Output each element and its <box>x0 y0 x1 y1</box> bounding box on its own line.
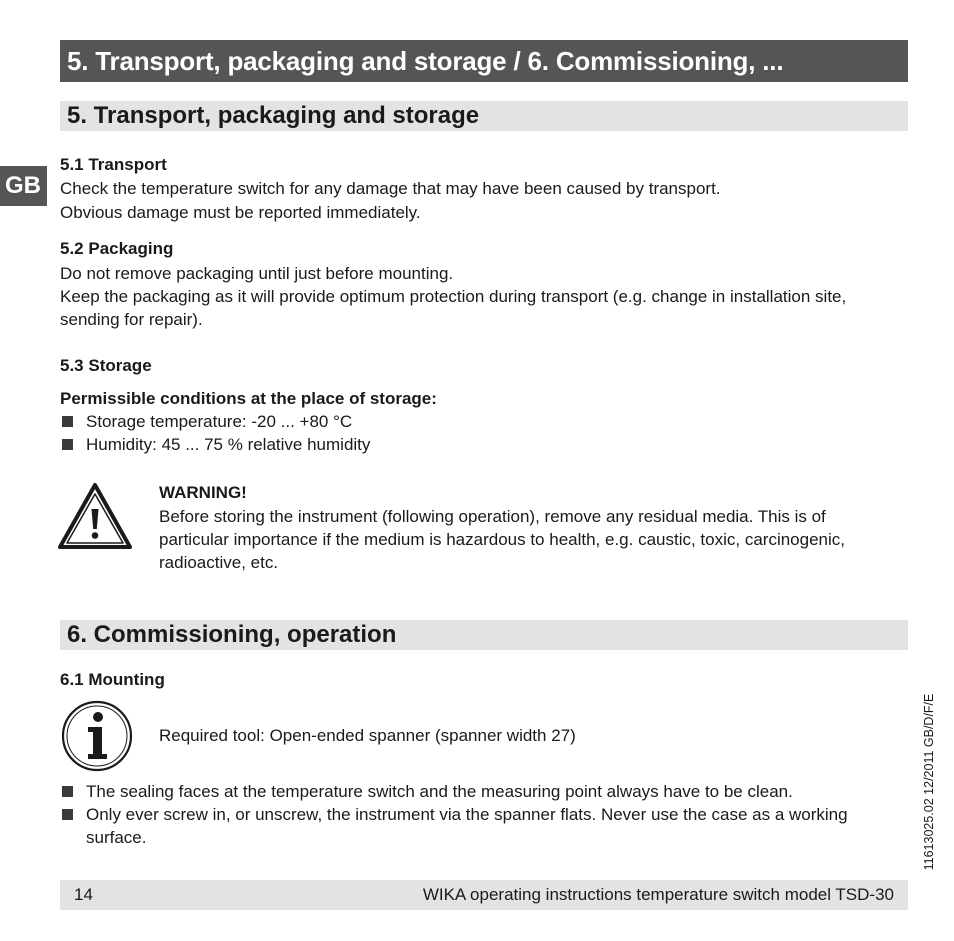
section-6-title: 6. Commissioning, operation <box>67 621 397 648</box>
mounting-bullet-sealing: The sealing faces at the temperature switch and the measuring point always have to be clean. <box>86 782 793 801</box>
warning-triangle-icon <box>58 482 132 550</box>
packaging-text-line1: Do not remove packaging until just before mounting. <box>60 264 454 283</box>
mounting-heading: 6.1 Mounting <box>60 670 165 689</box>
document-code-vertical <box>916 680 942 884</box>
transport-heading: 5.1 Transport <box>60 155 167 174</box>
warning-title: WARNING! <box>159 483 247 502</box>
storage-heading: 5.3 Storage <box>60 356 152 375</box>
storage-bullet-humidity: Humidity: 45 ... 75 % relative humidity <box>86 435 371 454</box>
page-header-title: 5. Transport, packaging and storage / 6. Commissioning, ... <box>67 46 784 76</box>
footer-title: WIKA operating instructions temperature switch model TSD-30 <box>422 885 894 904</box>
language-tab <box>0 166 47 206</box>
warning-text-line3: radioactive, etc. <box>159 553 279 572</box>
mounting-bullet-spanner-cont: surface. <box>86 828 147 847</box>
section-5-title-bar <box>60 101 908 131</box>
warning-text-line2: particular importance if the medium is hazardous to health, e.g. caustic, toxic, carcinogenic, <box>159 530 846 549</box>
document-code-text: 11613025.02 12/2011 GB/D/F/E <box>922 693 936 871</box>
storage-bullet-temperature: Storage temperature: -20 ... +80 °C <box>86 412 353 431</box>
bullet-square-icon <box>62 809 73 820</box>
bullet-square-icon <box>62 439 73 450</box>
section-5-title: 5. Transport, packaging and storage <box>67 102 480 129</box>
packaging-heading: 5.2 Packaging <box>60 239 174 258</box>
bullet-square-icon <box>62 416 73 427</box>
info-circle-icon <box>60 699 134 773</box>
page-footer <box>60 880 908 910</box>
page-number: 14 <box>74 885 93 904</box>
storage-conditions-heading: Permissible conditions at the place of storage: <box>60 389 437 408</box>
packaging-text-line2: Keep the packaging as it will provide optimum protection during transport (e.g. change in installation site, <box>60 287 847 306</box>
warning-text-line1: Before storing the instrument (following operation), remove any residual media. This is of <box>159 507 826 526</box>
transport-text-line1: Check the temperature switch for any damage that may have been caused by transport. <box>60 179 721 198</box>
packaging-text-line3: sending for repair). <box>60 310 203 329</box>
language-tab-label: GB <box>5 172 41 199</box>
mounting-bullet-spanner: Only ever screw in, or unscrew, the instrument via the spanner flats. Never use the case as a working <box>86 805 848 824</box>
bullet-square-icon <box>62 786 73 797</box>
mounting-tool-note: Required tool: Open-ended spanner (spanner width 27) <box>159 726 576 745</box>
section-6-title-bar <box>60 620 908 650</box>
transport-text-line2: Obvious damage must be reported immediately. <box>60 203 421 222</box>
page-header-banner <box>60 40 908 82</box>
